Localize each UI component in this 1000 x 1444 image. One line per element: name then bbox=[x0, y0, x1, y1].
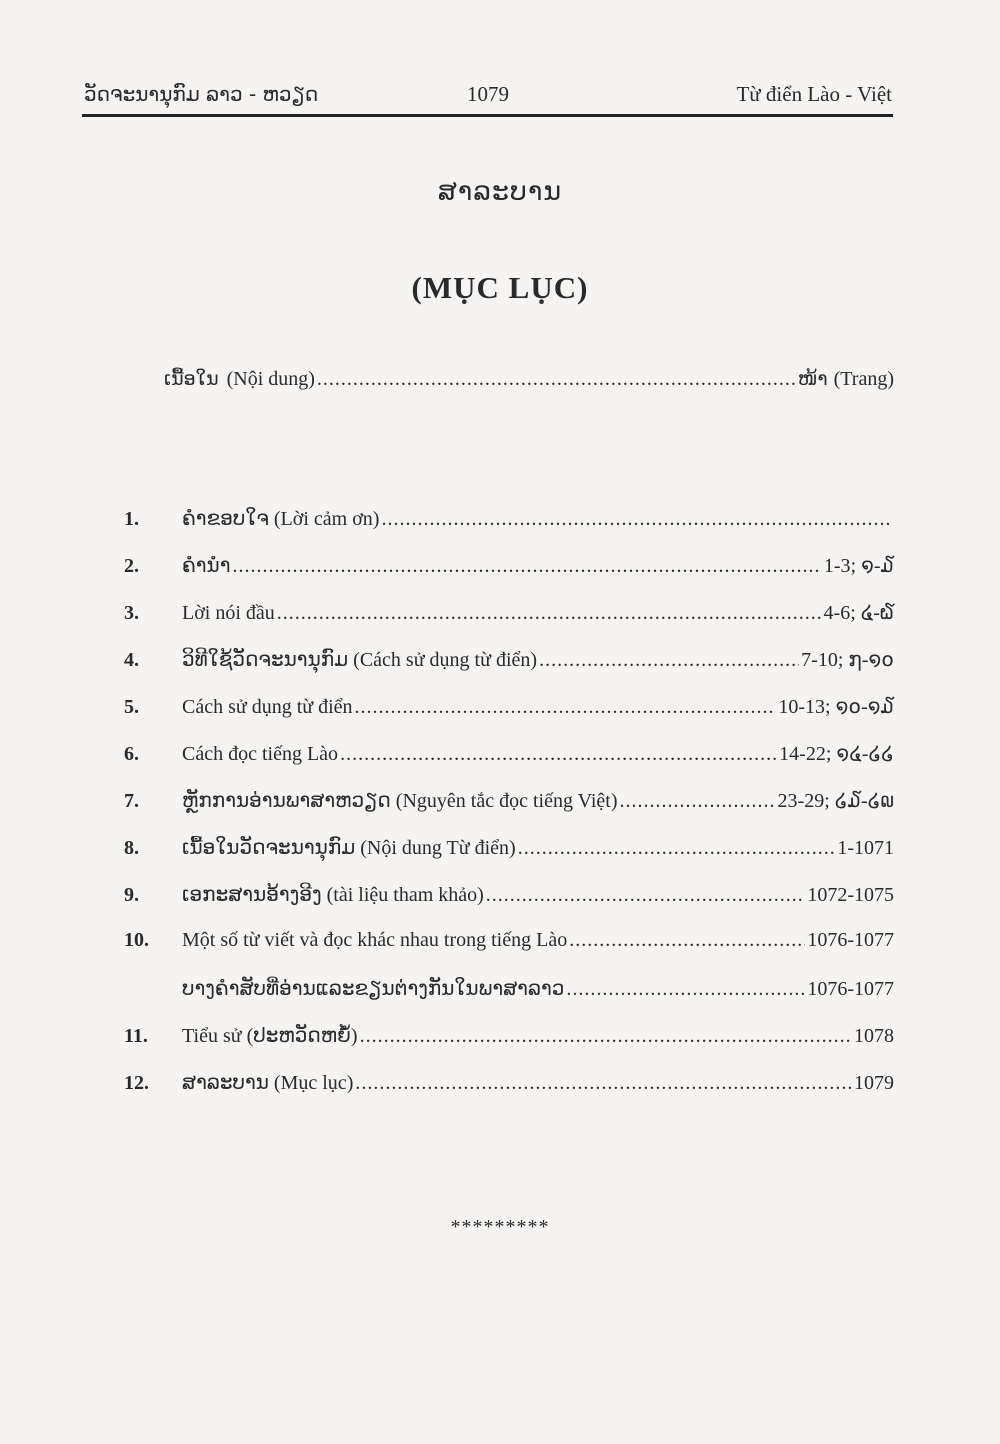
toc-entry[interactable] bbox=[124, 1070, 894, 1117]
column-header-lao: ເນື້ອໃນ bbox=[164, 368, 219, 390]
toc-entry-label: ສາລະບານ (Mục lục) bbox=[182, 1072, 354, 1094]
leader-dots bbox=[518, 837, 836, 860]
leader-dots bbox=[486, 884, 806, 907]
toc-entry-label: ເອກະສານອ້າງອີງ (tài liệu tham khảo) bbox=[182, 884, 484, 906]
toc-entry-number: 1. bbox=[124, 508, 139, 530]
column-header bbox=[164, 368, 894, 391]
column-header-content: (Nội dung) bbox=[226, 368, 315, 390]
toc-entry[interactable] bbox=[124, 694, 894, 741]
header-right-title: Từ điển Lào - Việt bbox=[736, 81, 892, 106]
lao-title: ສາລະບານ bbox=[437, 176, 563, 207]
footer-ornament: ********* bbox=[450, 1216, 550, 1238]
column-header-page-lao: ໜ້າ bbox=[797, 368, 828, 390]
toc-entry[interactable] bbox=[124, 1023, 894, 1070]
toc-entry[interactable] bbox=[124, 882, 894, 929]
toc-entry-pages: 1078 bbox=[854, 1025, 894, 1047]
toc-entry-label: ເນື້ອໃນວັດຈະນານຸກົມ (Nội dung Từ điển) bbox=[182, 837, 516, 859]
leader-dots bbox=[317, 368, 796, 391]
toc-entry-number: 11. bbox=[124, 1025, 148, 1047]
toc-entry-number: 12. bbox=[124, 1072, 149, 1094]
toc-entry-number: 3. bbox=[124, 602, 139, 624]
toc-entry[interactable] bbox=[124, 506, 894, 553]
toc-entry-number: 6. bbox=[124, 743, 139, 765]
toc-entry[interactable] bbox=[124, 553, 894, 600]
header-rule bbox=[82, 114, 893, 117]
leader-dots bbox=[566, 978, 805, 1001]
toc-entry-label: ບາງຄຳສັບທີ່ອ່ານແລະຂຽນຕ່າງກັນໃນພາສາລາວ bbox=[182, 978, 565, 1000]
toc-entry-label: Cách sử dụng từ điển bbox=[182, 696, 353, 718]
toc-entry-label: Một số từ viết và đọc khác nhau trong tiếng Lào bbox=[182, 929, 568, 951]
toc-entry-label: Tiểu sử (ປະຫວັດຫຍໍ້) bbox=[182, 1025, 358, 1047]
leader-dots bbox=[355, 696, 777, 719]
toc-entry-number: 5. bbox=[124, 696, 139, 718]
leader-dots bbox=[233, 555, 822, 578]
toc-entry-pages: 10-13; ໑໐-໑໓ bbox=[778, 696, 894, 718]
toc-entry-label: ຫຼັກການອ່ານພາສາຫວຽດ (Nguyên tắc đọc tiếng Việt) bbox=[182, 790, 618, 812]
toc-entry[interactable] bbox=[124, 929, 894, 976]
toc-entry-pages: 4-6; ໔-໖ bbox=[823, 602, 894, 624]
toc-entry[interactable] bbox=[124, 600, 894, 647]
toc-entry-pages: 1-3; ໑-໓ bbox=[823, 555, 894, 577]
toc-entry-number: 2. bbox=[124, 555, 139, 577]
leader-dots bbox=[381, 508, 892, 531]
toc-entry[interactable] bbox=[124, 647, 894, 694]
toc-entry-pages: 7-10; ໗-໑໐ bbox=[801, 649, 894, 671]
toc-entry-label: ຄຳນຳ bbox=[182, 555, 231, 577]
toc-entry[interactable] bbox=[124, 788, 894, 835]
toc-entry-pages: 1072-1075 bbox=[807, 884, 894, 906]
toc-entry-pages: 1079 bbox=[854, 1072, 894, 1094]
leader-dots bbox=[277, 602, 822, 625]
toc-entry-number: 10. bbox=[124, 929, 149, 951]
toc-entry-label: ຄຳຂອບໃຈ (Lời cảm ơn) bbox=[182, 508, 380, 530]
column-header-page: (Trang) bbox=[833, 368, 894, 390]
leader-dots bbox=[569, 929, 805, 952]
toc-entry-number: 9. bbox=[124, 884, 139, 906]
toc-entry-pages: 1-1071 bbox=[837, 837, 894, 859]
page-title: (MỤC LỤC) bbox=[411, 270, 589, 305]
toc-entry[interactable] bbox=[124, 835, 894, 882]
leader-dots bbox=[539, 649, 799, 672]
toc-entry-pages: 1076-1077 bbox=[807, 978, 894, 1000]
toc-entry-number: 4. bbox=[124, 649, 139, 671]
header-left-title: ວັດຈະນານຸກົມ ລາວ - ຫວຽດ bbox=[84, 82, 319, 106]
page-number: 1079 bbox=[467, 81, 509, 106]
leader-dots bbox=[340, 743, 777, 766]
toc-entry-number: 8. bbox=[124, 837, 139, 859]
toc-entry[interactable] bbox=[124, 976, 894, 1023]
toc-entry-pages: 14-22; ໑໔-໒໒ bbox=[779, 743, 894, 765]
leader-dots bbox=[360, 1025, 852, 1048]
running-header bbox=[84, 78, 892, 110]
toc-list bbox=[124, 506, 894, 1117]
toc-entry-pages: 23-29; ໒໓-໒໙ bbox=[777, 790, 894, 812]
leader-dots bbox=[355, 1072, 852, 1095]
toc-entry[interactable] bbox=[124, 741, 894, 788]
leader-dots bbox=[619, 790, 775, 813]
toc-entry-label: ວິທີໃຊ້ວັດຈະນານຸກົມ (Cách sử dụng từ điển) bbox=[182, 649, 538, 671]
toc-entry-number: 7. bbox=[124, 790, 139, 812]
toc-entry-pages: 1076-1077 bbox=[807, 929, 894, 951]
toc-entry-label: Cách đọc tiếng Lào bbox=[182, 743, 339, 765]
toc-entry-label: Lời nói đầu bbox=[182, 602, 275, 624]
